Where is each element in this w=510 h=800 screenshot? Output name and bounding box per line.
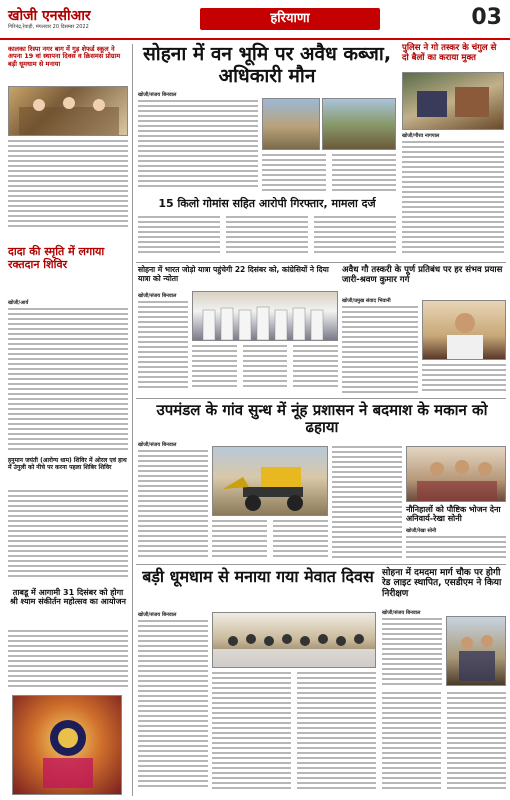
article-body-bharat-jodo-2 — [192, 345, 338, 393]
article-body-mewat-divas — [138, 620, 208, 792]
byline-bharat-jodo: खोजी/संजय बिनवाल — [138, 293, 177, 299]
column-divider-left — [132, 44, 133, 796]
headline-house-demolition: उपमंडल के गांव सुन्ध में नूंह प्रशासन ने बदमाश के मकान को ढहाया — [156, 401, 488, 437]
sdm-inspection-photo — [446, 616, 506, 686]
headline-health-camp: हनुमान जयंती (आरोग्य धाम) शिविर में ओरल एवं हाथ में उंगुली को नीचे पर करना पहला शिबिर शिविर — [8, 457, 127, 471]
article-body-cow-smuggling-ban — [342, 306, 418, 396]
byline-mewat-divas: खोजी/संजय बिनवाल — [138, 612, 177, 618]
byline-house-demolition: खोजी/संजय बिनवाल — [138, 442, 177, 448]
headline-shyam-sankirtan: ताबडू में आगामी 31 दिसंबर को होगा श्री श्याम संकीर्तन महोत्सव का आयोजन — [10, 588, 126, 607]
byline-forest-encroachment: खोजी/संजय बिनवाल — [138, 92, 177, 98]
headline-mewat-divas: बड़ी धूमधाम से मनाया गया मेवात दिवस — [142, 567, 374, 586]
article-body-red-light-2 — [382, 692, 506, 792]
headline-blood-donation: दादा की स्मृति में लगाया रक्तदान शिविर — [8, 245, 105, 271]
bull-rescue-photo — [402, 72, 504, 130]
headline-red-light: सोहना में दमदमा मार्ग चौक पर होगी रेड लाइट स्थापित, एसडीएम ने किया निरीक्षण — [382, 568, 502, 599]
article-body-blood-donation — [8, 308, 128, 453]
article-body-health-camp — [8, 490, 128, 580]
shravan-garg-photo — [422, 300, 506, 360]
mewat-divas-photo — [212, 612, 376, 668]
page-number: 03 — [471, 5, 502, 30]
section-divider-3 — [136, 564, 506, 565]
byline-bull-rescue: खोजी/गौरव नागपाल — [402, 133, 440, 139]
section-divider-1 — [136, 262, 506, 263]
article-body-forest-encroachment-2 — [262, 154, 396, 196]
article-body-house-demolition-3 — [332, 446, 402, 560]
article-body-cow-smuggling-ban-2 — [422, 364, 506, 396]
school-event-photo — [8, 86, 128, 136]
byline-cow-smuggling-ban: खोजी/प्रमुख संवाद भिवानी — [342, 298, 391, 304]
article-body-shyam-sankirtan — [8, 630, 128, 690]
article-body-red-light — [382, 618, 442, 688]
article-body-house-demolition — [138, 450, 208, 560]
byline-nutrition-food: खोजी/रेखा सोनी — [406, 528, 437, 534]
headline-beef-arrest: 15 किलो गोमांस सहित आरोपी गिरफ्तार, मामला दर्ज — [158, 197, 376, 210]
article-body-bull-rescue — [402, 141, 504, 259]
headline-cow-smuggling-ban: अवैध गौ तस्करी के पूर्ण प्रतिबंध पर हर संभव प्रयास जारी-श्रवण कुमार गर्ग — [342, 265, 503, 285]
headline-school-foundation-day: कालका रिस्पा नगर बाग में गुड़ शेफर्ड स्कूल ने अपना 19 वां स्थापना दिवस व क्रिसमस प्रोग्राम बड़ी धूमधाम से मनाया — [8, 45, 121, 68]
article-body-forest-encroachment — [138, 100, 258, 195]
headline-nutrition-food: नौनिहालों को पौष्टिक भोजन देना अनिवार्य-रेखा सोनी — [406, 505, 501, 524]
byline-red-light: खोजी/संजय बिनवाल — [382, 610, 421, 616]
section-divider-2 — [136, 398, 506, 399]
headline-bharat-jodo: सोहना में भारत जोड़ो यात्रा पहुंचेगी 22 दिसंबर को, कांग्रेसियों ने दिया यात्रा को न्योता — [138, 265, 329, 283]
issue-date: गिरिनंद्र,रेवाड़ी, मंगलवार 20 दिसम्बर 2022 — [8, 24, 89, 30]
section-banner: हरियाणा — [200, 8, 380, 30]
article-body-school — [8, 140, 128, 230]
article-body-beef-arrest — [138, 216, 396, 258]
newspaper-logo: खोजी एनसीआर — [8, 8, 91, 24]
byline-blood-donation: खोजी/आर्य — [8, 300, 29, 306]
congress-workers-photo — [192, 291, 338, 341]
forest-land-photo — [262, 98, 320, 150]
article-body-nutrition-food — [406, 536, 506, 562]
headline-forest-encroachment: सोहना में वन भूमि पर अवैध कब्जा, अधिकारी मौन — [142, 43, 392, 87]
nutrition-meeting-photo — [406, 446, 506, 502]
article-body-bharat-jodo — [138, 301, 188, 391]
masthead — [0, 0, 510, 40]
headline-bull-rescue: पुलिस ने गो तस्कर के चंगुल से दो बैलों का कराया मुक्त — [402, 43, 497, 63]
bulldozer-demolition-photo — [212, 446, 328, 516]
forest-land-photo-2 — [322, 98, 396, 150]
shyam-deity-photo — [12, 695, 122, 795]
article-body-mewat-divas-2 — [212, 672, 376, 792]
article-body-house-demolition-2 — [212, 520, 328, 560]
